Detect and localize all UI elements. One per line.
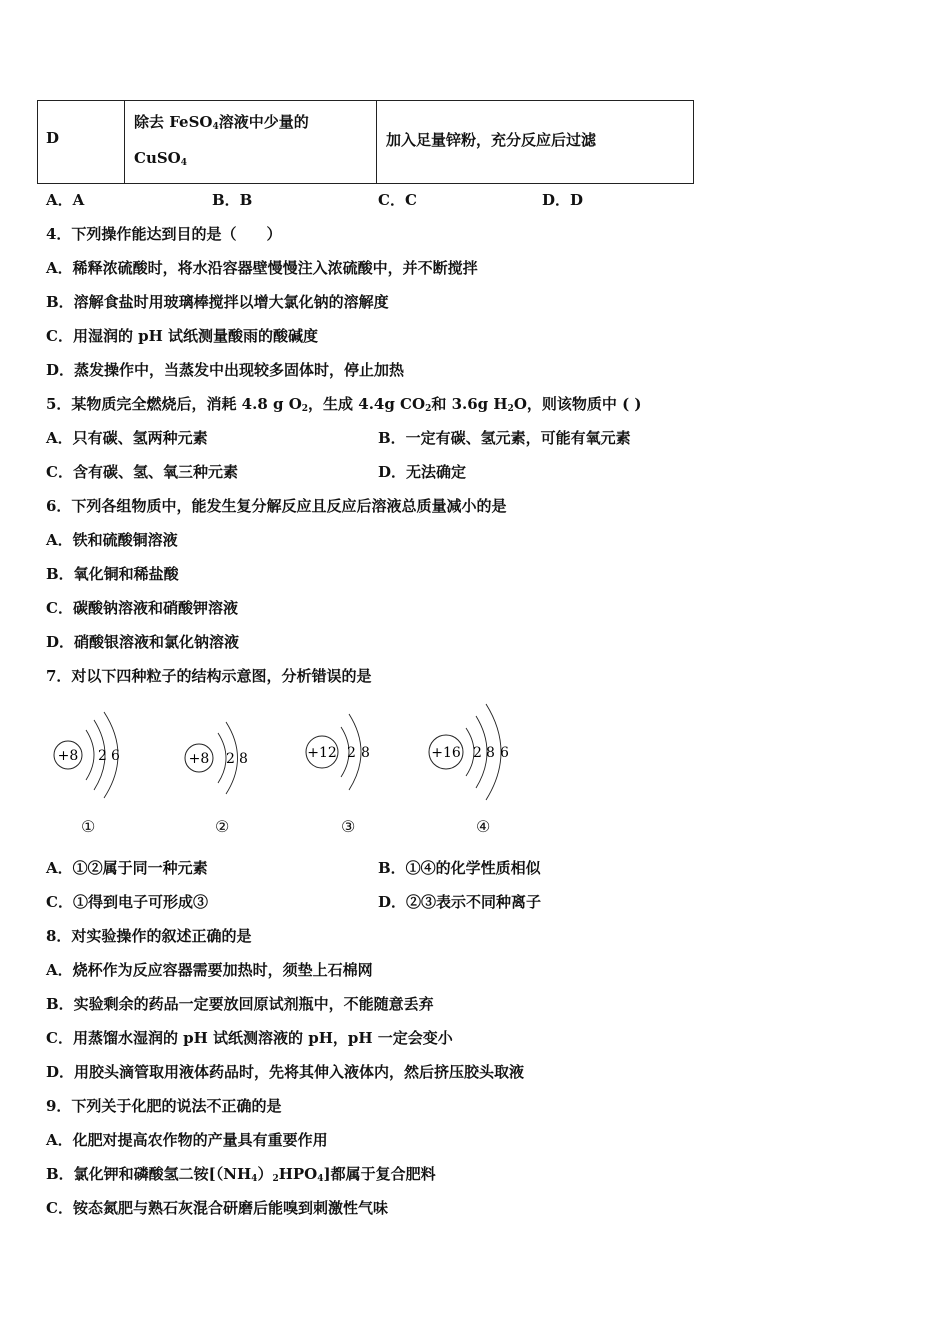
shell-count: 6 xyxy=(111,748,120,764)
q8-option-d: D．用胶头滴管取用液体药品时，先将其伸入液体内，然后挤压胶头取液 xyxy=(46,1063,525,1081)
table-divider xyxy=(376,101,377,183)
atom-diagram-3 xyxy=(303,700,393,810)
purpose-line1: 除去 FeSO$_4$溶液中少量的 xyxy=(134,113,309,132)
q4-stem: 4．下列操作能达到目的是（ ） xyxy=(46,225,282,243)
q5-option-d: D．无法确定 xyxy=(378,463,467,481)
shell-count: 8 xyxy=(361,745,370,761)
q9-option-b: B．氯化钾和磷酸氢二铵$[(NH_4)_2HPO_4]$都属于复合肥料 xyxy=(46,1165,436,1184)
shell-count: 6 xyxy=(500,745,509,761)
q3-option-c: C．C xyxy=(378,191,417,209)
q6-option-a: A．铁和硫酸铜溶液 xyxy=(46,531,178,549)
q9-option-c: C．铵态氮肥与熟石灰混合研磨后能嗅到刺激性气味 xyxy=(46,1199,388,1217)
shell-count: 8 xyxy=(486,745,495,761)
q7-option-b: B．①④的化学性质相似 xyxy=(378,859,541,877)
q3-option-b: B．B xyxy=(212,191,253,209)
q7-option-c: C．①得到电子可形成③ xyxy=(46,893,208,911)
q7-option-d: D．②③表示不同种离子 xyxy=(378,893,542,911)
q3-option-a: A．A xyxy=(46,191,85,209)
q5-option-a: A．只有碳、氢两种元素 xyxy=(46,429,208,447)
q8-option-b: B．实验剩余的药品一定要放回原试剂瓶中，不能随意丢弃 xyxy=(46,995,434,1013)
atom-diagram-1 xyxy=(50,700,140,810)
q4-option-c: C．用湿润的 pH 试纸测量酸雨的酸碱度 xyxy=(46,327,319,345)
q5-option-b: B．一定有碳、氢元素，可能有氧元素 xyxy=(378,429,631,447)
q5-stem: 5．某物质完全燃烧后，消耗 4.8 g $O_2$，生成 4.4g $CO_2$和 3.6g $H_2O$，则该物质中 ( ) xyxy=(46,395,642,414)
q4-option-d: D．蒸发操作中，当蒸发中出现较多固体时，停止加热 xyxy=(46,361,405,379)
nucleus-label: +12 xyxy=(307,745,337,761)
reagent-table-row xyxy=(37,100,694,184)
table-divider xyxy=(124,101,125,183)
q6-option-d: D．硝酸银溶液和氯化钠溶液 xyxy=(46,633,240,651)
shell-count: 2 xyxy=(98,748,107,764)
method-text: 加入足量锌粉，充分反应后过滤 xyxy=(386,131,597,149)
particle-label-3: ③ xyxy=(341,817,356,836)
row-label: D xyxy=(46,129,60,147)
q6-option-c: C．碳酸钠溶液和硝酸钾溶液 xyxy=(46,599,238,617)
q9-option-a: A．化肥对提高农作物的产量具有重要作用 xyxy=(46,1131,328,1149)
q8-stem: 8．对实验操作的叙述正确的是 xyxy=(46,927,252,945)
shell-count: 2 xyxy=(473,745,482,761)
q6-stem: 6．下列各组物质中，能发生复分解反应且反应后溶液总质量减小的是 xyxy=(46,497,507,515)
purpose-line2: CuSO$_4$ xyxy=(134,149,188,168)
nucleus-label: +8 xyxy=(57,748,79,764)
nucleus-label: +8 xyxy=(188,751,210,767)
q6-option-b: B．氧化铜和稀盐酸 xyxy=(46,565,179,583)
shell-count: 8 xyxy=(239,751,248,767)
q7-option-a: A．①②属于同一种元素 xyxy=(46,859,208,877)
nucleus-label: +16 xyxy=(431,745,461,761)
q8-option-c: C．用蒸馏水湿润的 pH 试纸测溶液的 pH，pH 一定会变小 xyxy=(46,1029,453,1047)
atom-diagram-2 xyxy=(183,700,273,810)
shell-count: 2 xyxy=(226,751,235,767)
q9-stem: 9．下列关于化肥的说法不正确的是 xyxy=(46,1097,282,1115)
particle-label-1: ① xyxy=(81,817,96,836)
particle-label-2: ② xyxy=(215,817,230,836)
atom-diagram-4 xyxy=(426,700,536,810)
q5-option-c: C．含有碳、氢、氧三种元素 xyxy=(46,463,238,481)
q3-option-d: D．D xyxy=(542,191,584,209)
shell-count: 2 xyxy=(347,745,356,761)
particle-label-4: ④ xyxy=(476,817,491,836)
q7-stem: 7．对以下四种粒子的结构示意图，分析错误的是 xyxy=(46,667,372,685)
q4-option-a: A．稀释浓硫酸时，将水沿容器壁慢慢注入浓硫酸中，并不断搅拌 xyxy=(46,259,478,277)
q4-option-b: B．溶解食盐时用玻璃棒搅拌以增大氯化钠的溶解度 xyxy=(46,293,389,311)
q8-option-a: A．烧杯作为反应容器需要加热时，须垫上石棉网 xyxy=(46,961,373,979)
